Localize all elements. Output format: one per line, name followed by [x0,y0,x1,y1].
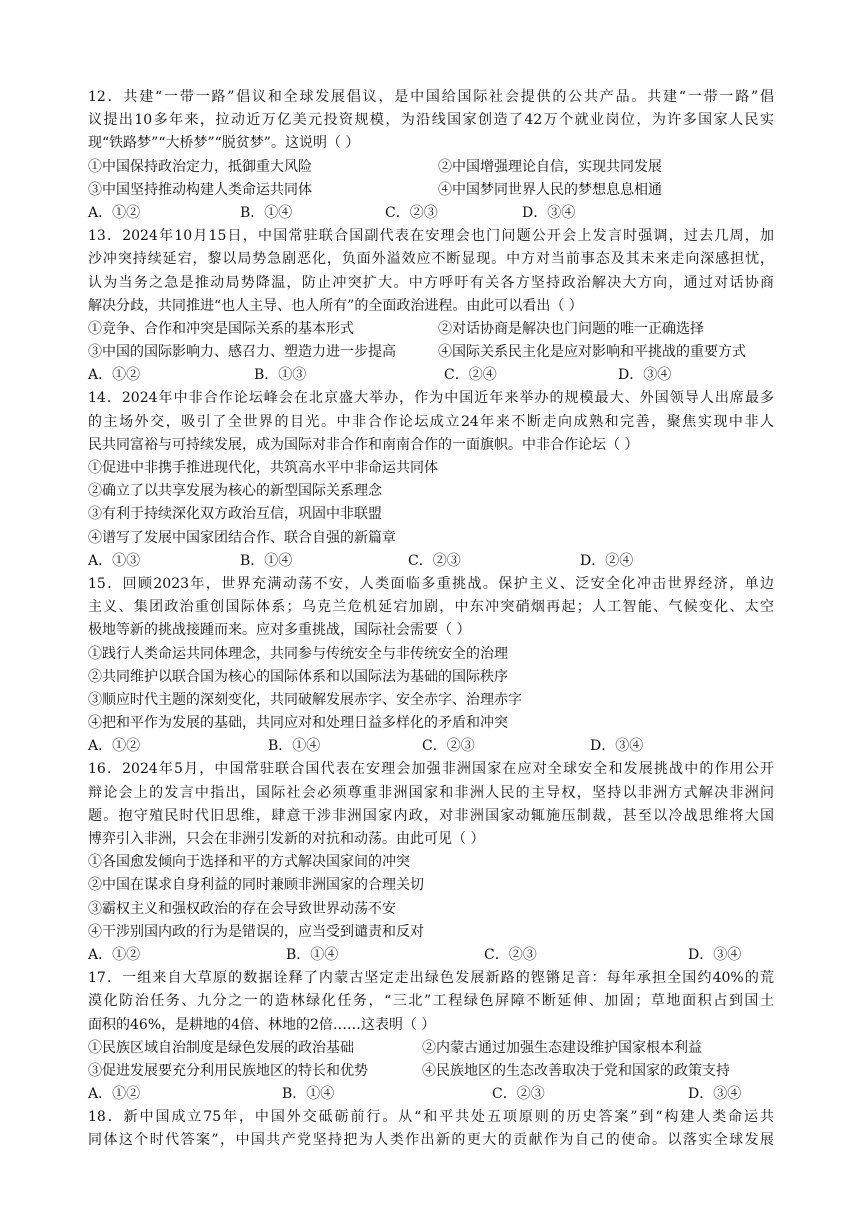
question-stem-line: 博弈引入非洲，只会在非洲引发新的对抗和动荡。由此可见（ ） [88,831,485,847]
answer-d[interactable]: D．③④ [688,946,742,963]
question-stem-line: 辩论会上的发言中指出，国际社会必须尊重非洲国家和非洲人民的主导权，坚持以非洲方式解决非洲问 [88,784,774,801]
choice-2[interactable]: ②中国在谋求自身利益的同时兼顾非洲国家的合理关切 [88,877,424,894]
answer-d[interactable]: D．②④ [580,552,634,569]
answer-d[interactable]: D．③④ [590,738,644,755]
question-stem-line: 12．共建“一带一路”倡议和全球发展倡议，是中国给国际社会提供的公共产品。共建“一带一路”倡 [88,89,774,105]
question-stem-line: 面积的46%，是耕地的4倍、林地的2倍……这表明（ ） [88,1016,436,1033]
question-15 [88,573,774,759]
choice-row [88,341,774,364]
choice-3[interactable]: ③霸权主义和强权政治的存在会导致世界动荡不安 [88,900,396,917]
answer-b[interactable]: B．①④ [286,946,339,963]
exam-page [88,86,774,1153]
choice-row [88,156,774,179]
question-stem-line: 主义、集团政治重创国际体系；乌克兰危机延宕加剧，中东冲突硝烟再起；人工智能、气候变化、太空 [88,599,774,616]
choice-3[interactable]: ③顺应时代主题的深刻变化，共同破解发展赤字、安全赤字、治理赤字 [88,691,522,708]
choice-1[interactable]: ①各国愈发倾向于选择和平的方式解决国家间的冲突 [88,854,410,871]
question-16 [88,758,774,967]
choice-row [88,318,774,341]
answer-d[interactable]: D．③④ [618,367,672,384]
answer-a[interactable]: A．①② [88,204,141,221]
answer-row [88,202,774,225]
question-stem-line: 16．2024年5月，中国常驻联合国代表在安理会加强非洲国家在应对全球安全和发展挑战中的作用公开 [88,761,774,778]
question-stem-line: 沙冲突持续延宕，黎以局势急剧恶化，负面外溢效应不断显现。中方对当前事态及其未来走向深感担忧， [88,251,774,268]
choice-1[interactable]: ①践行人类命运共同体理念，共同参与传统安全与非传统安全的治理 [88,645,508,662]
answer-row [88,1083,774,1106]
question-stem-line: 13．2024年10月15日，中国常驻联合国副代表在安理会也门问题公开会上发言时强调，过去几周，加 [88,228,774,245]
question-stem-line: 17．一组来自大草原的数据诠释了内蒙古坚定走出绿色发展新路的铿锵足音：每年承担全国约40%的荒 [88,970,774,987]
question-stem-line: 同体这个时代答案”，中国共产党坚持把为人类作出新的更大的贡献作为自己的使命。以落实全球发展 [88,1132,774,1149]
choice-1[interactable]: ①促进中非携手推进现代化，共筑高水平中非命运共同体 [88,460,438,476]
answer-d[interactable]: D．③④ [522,204,576,221]
question-stem-line: 民共同富裕与可持续发展，成为国际对非合作和南南合作的一面旗帜。中非合作论坛（ ） [88,436,639,453]
choice-row [88,179,774,202]
choice-4[interactable]: ④中国梦同世界人民的梦想息息相通 [438,181,662,198]
answer-row [88,735,774,758]
answer-row [88,550,774,573]
answer-b[interactable]: B．①④ [268,738,321,755]
answer-a[interactable]: A．①② [88,738,141,755]
question-stem-line: 极地等新的挑战接踵而来。应对多重挑战，国际社会需要（ ） [88,622,471,639]
answer-d[interactable]: D．③④ [688,1086,742,1103]
answer-c[interactable]: C．②③ [408,552,461,569]
question-stem-line: 解决分歧，共同推进“也人主导、也人所有”的全面政治进程。由此可以看出（ ） [88,297,583,314]
choice-row [88,1037,774,1060]
answer-c[interactable]: C．②③ [385,204,438,221]
choice-1[interactable]: ①民族区域自治制度是绿色发展的政治基础 [88,1039,354,1056]
choice-4[interactable]: ④民族地区的生态改善取决于党和国家的政策支持 [422,1062,730,1079]
question-stem-line: 的主场外交，吸引了全世界的目光。中非合作论坛成立24年来不断走向成熟和完善，聚焦实现中非人 [88,413,774,430]
choice-4[interactable]: ④把和平作为发展的基础，共同应对和处理日益多样化的矛盾和冲突 [88,715,508,732]
answer-c[interactable]: C．②③ [484,946,537,963]
choice-3[interactable]: ③中国坚持推动构建人类命运共同体 [88,181,312,198]
question-stem-line: 15．回顾2023年，世界充满动荡不安，人类面临多重挑战。保护主义、泛安全化冲击世界经济，单边 [88,575,774,592]
answer-a[interactable]: A．①② [88,367,141,384]
question-stem-line: 漠化防治任务、九分之一的造林绿化任务，“三北”工程绿色屏障不断延伸、加固；草地面积占到国土 [88,993,774,1010]
answer-b[interactable]: B．①④ [240,204,293,221]
question-stem-line: 题。抱守殖民时代旧思维，肆意干涉非洲国家内政，对非洲国家动辄施压制裁，甚至以冷战思维将大国 [88,807,774,824]
question-stem-line: 18．新中国成立75年，中国外交砥砺前行。从“和平共处五项原则的历史答案”到“构建人类命运共 [88,1109,774,1126]
question-stem-line: 议提出10多年来，拉动近万亿美元投资规模，为沿线国家创造了42万个就业岗位，为许多国家人民实 [88,112,774,129]
question-14 [88,387,774,573]
answer-a[interactable]: A．①③ [88,552,141,569]
choice-3[interactable]: ③有利于持续深化双方政治互信，巩固中非联盟 [88,506,382,523]
choice-4[interactable]: ④国际关系民主化是应对影响和平挑战的重要方式 [438,344,746,361]
answer-row [88,364,774,387]
choice-4[interactable]: ④谱写了发展中国家团结合作、联合自强的新篇章 [88,529,396,546]
choice-2[interactable]: ②确立了以共享发展为核心的新型国际关系理念 [88,483,382,500]
question-13 [88,225,774,387]
choice-1[interactable]: ①竞争、合作和冲突是国际关系的基本形式 [88,320,354,337]
question-stem-line: 14．2024年中非合作论坛峰会在北京盛大举办，作为中国近年来举办的规模最大、外国领导人出席最多 [88,390,774,407]
choice-1[interactable]: ①中国保持政治定力，抵御重大风险 [88,158,312,175]
answer-c[interactable]: C．②④ [444,367,497,384]
question-17 [88,967,774,1106]
answer-b[interactable]: B．①④ [240,552,293,569]
choice-2[interactable]: ②中国增强理论自信，实现共同发展 [438,158,662,175]
question-18 [88,1106,774,1152]
answer-b[interactable]: B．①③ [254,367,307,384]
choice-2[interactable]: ②对话协商是解决也门问题的唯一正确选择 [438,320,704,337]
answer-a[interactable]: A．①② [88,1086,141,1103]
choice-3[interactable]: ③中国的国际影响力、感召力、塑造力进一步提高 [88,344,396,361]
question-stem-line: 认为当务之急是推动局势降温，防止冲突扩大。中方呼吁有关各方坚持政治解决大方向，通过对话协商 [88,274,774,291]
choice-row [88,1060,774,1083]
answer-a[interactable]: A．①② [88,946,141,963]
choice-4[interactable]: ④干涉别国内政的行为是错误的，应当受到谴责和反对 [88,923,424,940]
choice-2[interactable]: ②内蒙古通过加强生态建设维护国家根本利益 [422,1039,702,1056]
answer-row [88,944,774,967]
answer-c[interactable]: C．②③ [422,738,475,755]
answer-c[interactable]: C．②③ [492,1086,545,1103]
answer-b[interactable]: B．①④ [282,1086,335,1103]
choice-2[interactable]: ②共同维护以联合国为核心的国际体系和以国际法为基础的国际秩序 [88,668,508,685]
question-stem-line: 现“铁路梦”“大桥梦”“脱贫梦”。这说明（ ） [88,135,360,152]
question-12 [88,86,774,225]
choice-3[interactable]: ③促进发展要充分利用民族地区的特长和优势 [88,1062,368,1079]
